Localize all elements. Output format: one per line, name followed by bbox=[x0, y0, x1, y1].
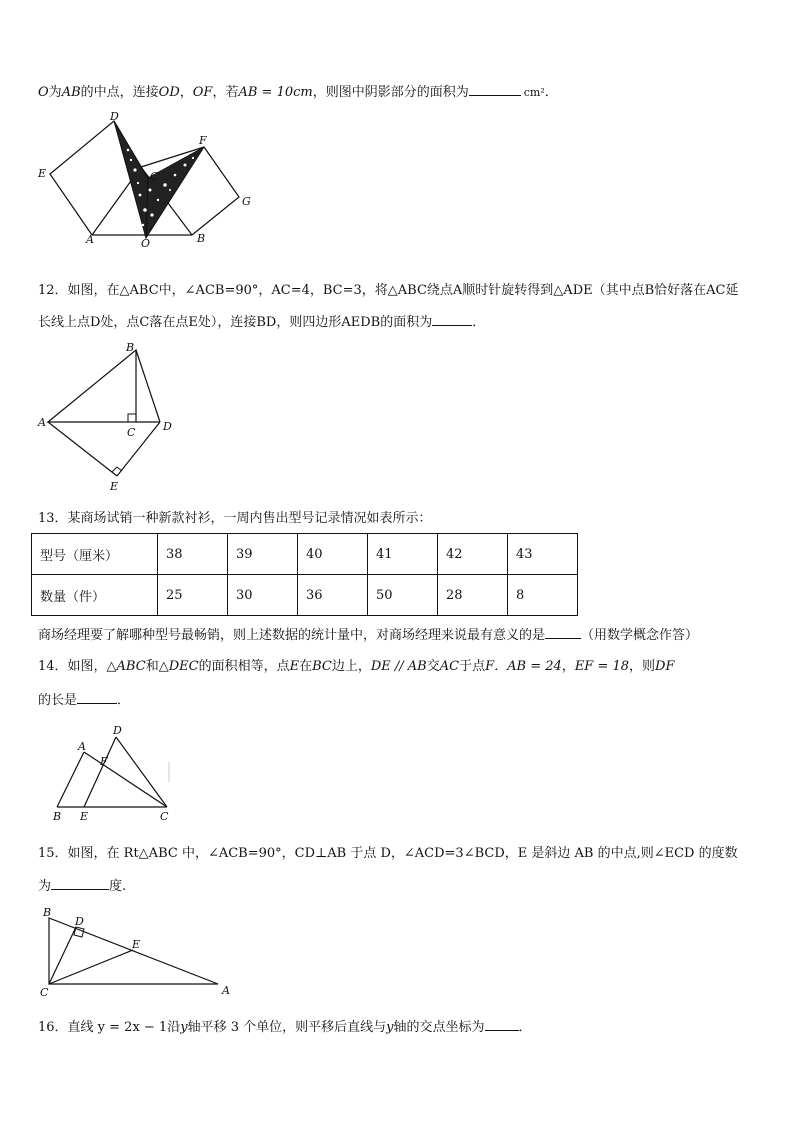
text: ，若 bbox=[212, 85, 239, 100]
table-cell: 40 bbox=[298, 534, 368, 575]
text: BC bbox=[312, 659, 332, 674]
q12-label-C: C bbox=[127, 426, 136, 439]
q15-text-line1: 15．如图，在 Rt△ABC 中，∠ACB=90°，CD⊥AB 于点 D，∠ACD=3∠BCD，E 是斜边 AB 的中点,则∠ECD 的度数 bbox=[38, 846, 738, 861]
table-cell: 41 bbox=[368, 534, 438, 575]
table-cell: 25 bbox=[158, 575, 228, 616]
q15-label-D: D bbox=[75, 915, 84, 928]
text: （用数学概念作答） bbox=[581, 628, 699, 643]
text: 在 bbox=[299, 659, 313, 674]
q12-label-B: B bbox=[126, 341, 135, 354]
text: 轴的交点坐标为 bbox=[393, 1020, 485, 1035]
q11-label-F: F bbox=[199, 134, 207, 147]
text: EF = 18 bbox=[574, 659, 630, 674]
table-cell: 38 bbox=[158, 534, 228, 575]
answer-blank[interactable] bbox=[432, 313, 472, 326]
text: 于点 bbox=[459, 659, 486, 674]
q14-figure bbox=[52, 724, 169, 823]
text: 轴平移 3 个单位，则平移后直线与 bbox=[187, 1020, 387, 1035]
text: △ABC bbox=[106, 659, 146, 674]
text: y bbox=[386, 1020, 394, 1035]
text: 14．如图， bbox=[38, 659, 107, 674]
q15-text-line2 bbox=[38, 877, 126, 895]
q11-label-C: C bbox=[150, 170, 159, 183]
q11-label-E: E bbox=[38, 167, 47, 180]
table-cell: 36 bbox=[298, 575, 368, 616]
table-cell: 数量（件） bbox=[32, 575, 158, 616]
q14-text-line1 bbox=[38, 659, 675, 675]
text: AC bbox=[439, 659, 460, 674]
q11-label-A: A bbox=[86, 233, 94, 246]
var-O: O bbox=[38, 85, 49, 100]
text: y bbox=[180, 1020, 188, 1035]
text: 的中点，连接 bbox=[80, 85, 159, 100]
text: 长线上点D处，点C落在点E处），连接BD，则四边形AEDB的面积为 bbox=[38, 315, 433, 330]
text: 度. bbox=[109, 879, 127, 894]
text: △DEC bbox=[158, 659, 199, 674]
q11-label-D: D bbox=[110, 110, 119, 123]
table-cell: 30 bbox=[228, 575, 298, 616]
var-OD: OD bbox=[158, 85, 180, 100]
given-AB: AB = 10cm bbox=[238, 85, 313, 100]
answer-blank[interactable] bbox=[485, 1018, 519, 1031]
text: F．AB = 24 bbox=[485, 659, 562, 674]
q14-label-E: E bbox=[80, 810, 89, 823]
text: DF bbox=[655, 659, 675, 674]
text: ． bbox=[518, 1020, 532, 1035]
q12-figure bbox=[37, 341, 172, 493]
answer-blank[interactable] bbox=[545, 626, 581, 639]
q13-text-line2 bbox=[38, 626, 698, 644]
text: 和 bbox=[145, 659, 159, 674]
text: ， bbox=[179, 85, 193, 100]
unit: cm² bbox=[523, 86, 545, 99]
q11-label-G: G bbox=[242, 195, 251, 208]
q14-label-C: C bbox=[160, 810, 169, 823]
q12-label-D: D bbox=[163, 420, 172, 433]
q14-label-A: A bbox=[78, 740, 86, 753]
q14-label-B: B bbox=[53, 810, 62, 823]
text: 边上， bbox=[331, 659, 371, 674]
q16-text-line bbox=[38, 1018, 532, 1036]
q15-figure bbox=[40, 906, 230, 999]
text: ． bbox=[544, 85, 558, 100]
answer-blank[interactable] bbox=[51, 877, 109, 890]
text: 为 bbox=[38, 879, 52, 894]
q11-label-B: B bbox=[197, 232, 206, 245]
text: ． bbox=[472, 315, 486, 330]
table-cell: 50 bbox=[368, 575, 438, 616]
q14-label-D: D bbox=[113, 724, 122, 737]
text: ， bbox=[561, 659, 575, 674]
q12-text-line1: 12．如图，在△ABC中，∠ACB=90°，AC=4，BC=3，将△ABC绕点A顺时针旋转得到△ADE（其中点B恰好落在AC延 bbox=[38, 283, 739, 298]
q14-label-F: F bbox=[100, 755, 108, 768]
answer-blank[interactable] bbox=[77, 691, 117, 704]
text: 商场经理要了解哪种型号最畅销，则上述数据的统计量中，对商场经理来说最有意义的是 bbox=[38, 628, 546, 643]
var-OF: OF bbox=[192, 85, 213, 100]
q15-label-A: A bbox=[222, 984, 230, 997]
q15-label-C: C bbox=[40, 986, 49, 999]
text: ． bbox=[117, 693, 131, 708]
q12-label-A: A bbox=[38, 416, 46, 429]
table-cell: 42 bbox=[438, 534, 508, 575]
text: 16．直线 y = 2x − 1沿 bbox=[38, 1020, 181, 1035]
shaded-region-right bbox=[146, 147, 204, 238]
text: 的面积相等，点 bbox=[198, 659, 290, 674]
table-cell: 型号（厘米） bbox=[32, 534, 158, 575]
table-cell: 39 bbox=[228, 534, 298, 575]
q12-text-line2 bbox=[38, 313, 485, 331]
text: ，则 bbox=[629, 659, 656, 674]
table-row bbox=[32, 534, 578, 575]
q15-label-B: B bbox=[43, 906, 52, 919]
q14-text-line2 bbox=[38, 691, 130, 709]
q13-text-line1: 13．某商场试销一种新款衬衫，一周内售出型号记录情况如表所示： bbox=[38, 511, 432, 526]
text: E bbox=[289, 659, 300, 674]
size-sales-table bbox=[31, 533, 578, 616]
table-cell: 43 bbox=[508, 534, 578, 575]
table-cell: 8 bbox=[508, 575, 578, 616]
q12-label-E: E bbox=[110, 480, 119, 493]
text: 交 bbox=[426, 659, 440, 674]
var-AB: AB bbox=[61, 85, 81, 100]
text: 为 bbox=[48, 85, 62, 100]
table-cell: 28 bbox=[438, 575, 508, 616]
table-row bbox=[32, 575, 578, 616]
text: 的长是 bbox=[38, 693, 78, 708]
text: ，则图中阴影部分的面积为 bbox=[312, 85, 469, 100]
q15-label-E: E bbox=[132, 938, 141, 951]
text: DE // AB bbox=[370, 659, 427, 674]
q11-label-O: O bbox=[141, 237, 151, 250]
shaded-region-left bbox=[114, 121, 148, 238]
